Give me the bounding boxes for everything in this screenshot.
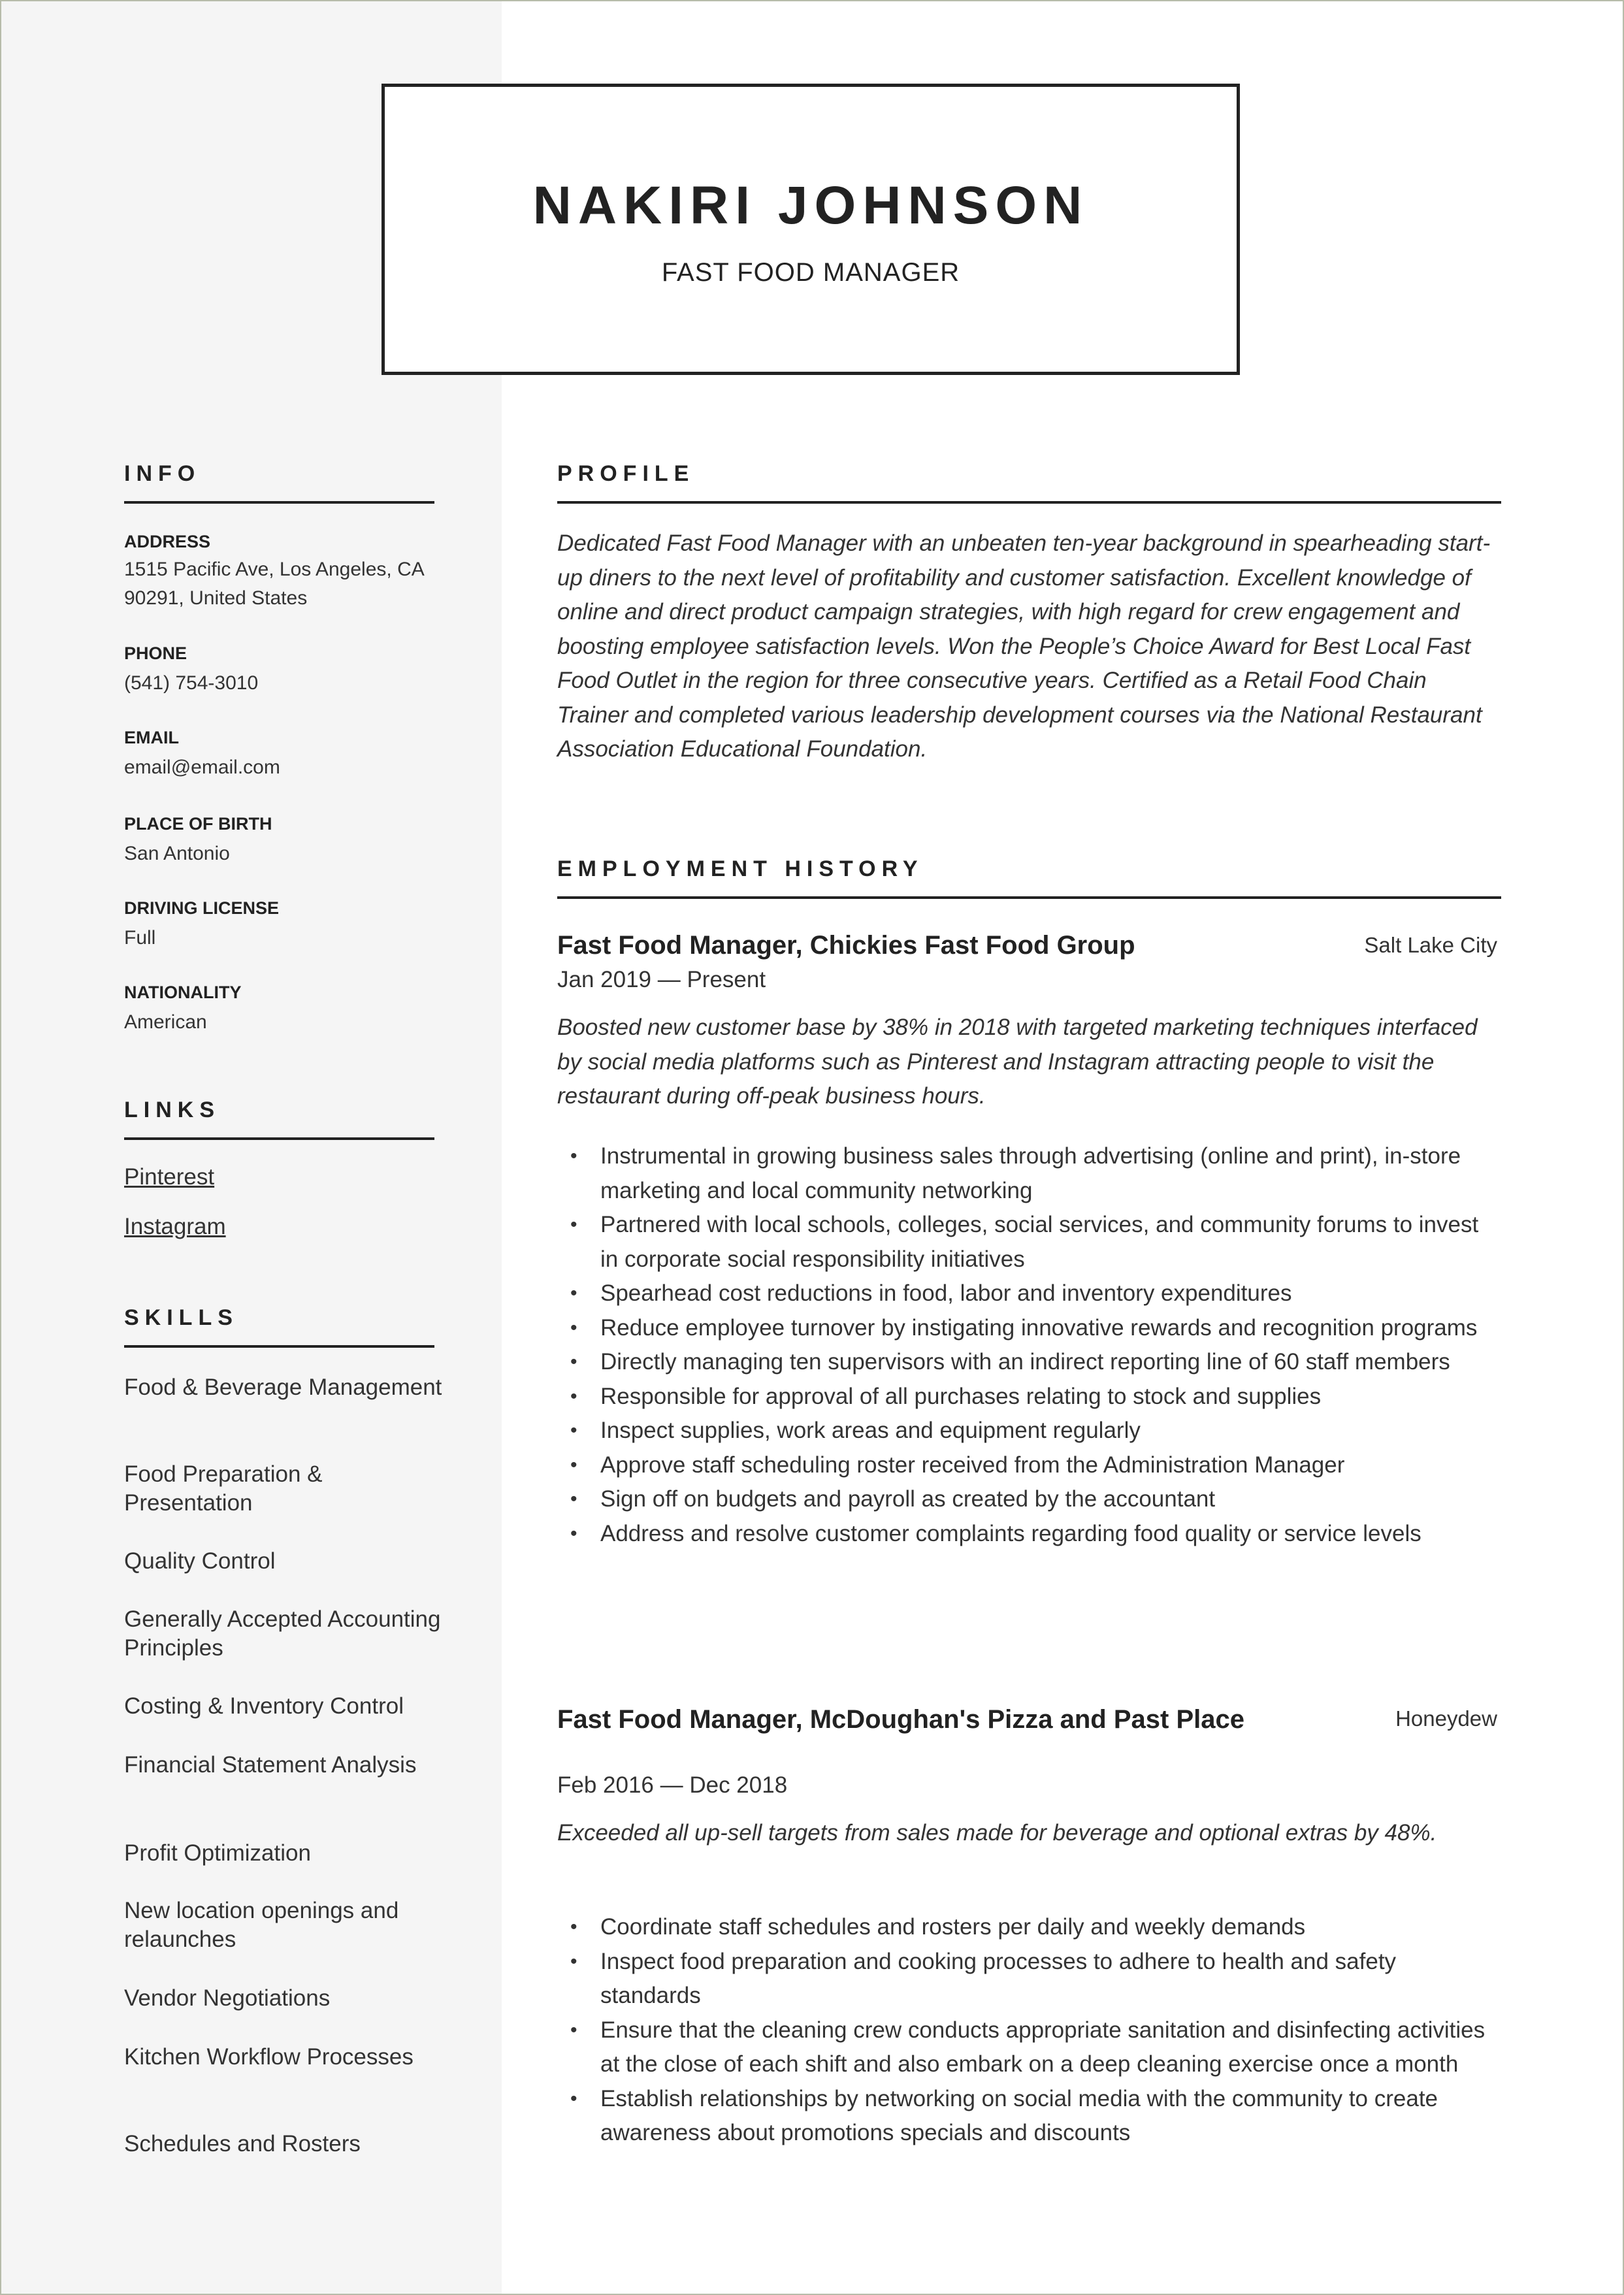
bullet-icon: • — [570, 1351, 577, 1373]
job-1-responsibilities — [557, 1139, 1501, 1551]
bullet-icon: • — [570, 2087, 577, 2109]
profile-heading: PROFILE — [557, 461, 695, 486]
skill-item: Profit Optimization — [124, 1840, 311, 1866]
skills-divider — [124, 1345, 434, 1348]
bullet-icon: • — [570, 1488, 577, 1510]
bullet-icon: • — [570, 1420, 577, 1441]
list-item: • Sign off on budgets and payroll as created by the accountant — [557, 1482, 1501, 1517]
list-item: • Directly managing ten supervisors with an indirect reporting line of 60 staff members — [557, 1345, 1501, 1380]
skill-item: Kitchen Workflow Processes — [124, 2044, 414, 2070]
bullet-icon: • — [570, 1316, 577, 1339]
links-section-header — [124, 1098, 434, 1140]
skills-heading: SKILLS — [124, 1305, 238, 1330]
info-label-phone: PHONE — [124, 643, 187, 663]
list-item: • Ensure that the cleaning crew conducts appropriate sanitation and disinfecting activities at the close of each shift and also embark on a deep cleaning exercise once a month — [557, 2013, 1501, 2082]
info-label-place-of-birth: PLACE OF BIRTH — [124, 814, 272, 834]
job-location-1: Salt Lake City — [1364, 933, 1497, 957]
info-value-driving-license: Full — [124, 927, 156, 949]
skill-item: Schedules and Rosters — [124, 2131, 361, 2157]
skills-section-header — [124, 1305, 434, 1348]
bullet-icon: • — [570, 1522, 577, 1544]
bullet-icon: • — [570, 1145, 577, 1167]
info-divider — [124, 501, 434, 504]
list-item: • Inspect supplies, work areas and equipment regularly — [557, 1414, 1501, 1448]
header-box — [382, 84, 1240, 375]
skill-item: Costing & Inventory Control — [124, 1693, 404, 1719]
list-item: • Inspect food preparation and cooking processes to adhere to health and safety standards — [557, 1945, 1501, 2013]
job-title-2: Fast Food Manager, McDoughan's Pizza and Past Place — [557, 1705, 1244, 1734]
info-section-header — [124, 461, 434, 504]
info-value-email: email@email.com — [124, 757, 280, 778]
info-label-email: EMAIL — [124, 728, 179, 747]
bullet-icon: • — [570, 2019, 577, 2041]
bullet-icon: • — [570, 1282, 577, 1304]
links-heading: LINKS — [124, 1098, 220, 1122]
profile-section-header — [557, 461, 1501, 504]
candidate-name: NAKIRI JOHNSON — [532, 176, 1089, 235]
list-item: • Responsible for approval of all purchases relating to stock and supplies — [557, 1380, 1501, 1414]
job-2-responsibilities — [557, 1910, 1501, 2151]
bullet-icon: • — [570, 1950, 577, 1972]
info-value-phone: (541) 754-3010 — [124, 672, 259, 694]
info-label-driving-license: DRIVING LICENSE — [124, 898, 280, 918]
info-value-place-of-birth: San Antonio — [124, 843, 230, 864]
link-instagram[interactable]: Instagram — [124, 1214, 226, 1239]
employment-heading: EMPLOYMENT HISTORY — [557, 856, 924, 881]
list-item: • Approve staff scheduling roster received from the Administration Manager — [557, 1448, 1501, 1483]
info-value-nationality: American — [124, 1011, 207, 1033]
list-item: • Instrumental in growing business sales through advertising (online and print), in-store marketing and local community networking — [557, 1139, 1501, 1208]
list-item: • Spearhead cost reductions in food, labor and inventory expenditures — [557, 1277, 1501, 1311]
skill-item: Quality Control — [124, 1548, 276, 1574]
bullet-icon: • — [570, 1916, 577, 1938]
links-divider — [124, 1137, 434, 1140]
bullet-icon: • — [570, 1385, 577, 1407]
skill-item: Vendor Negotiations — [124, 1985, 331, 2011]
skill-item: Generally Accepted Accounting Principles — [124, 1606, 441, 1661]
list-item: • Reduce employee turnover by instigating innovative rewards and recognition programs — [557, 1311, 1501, 1346]
job-dates-2: Feb 2016 — Dec 2018 — [557, 1772, 788, 1798]
job-summary-2: Exceeded all up-sell targets from sales made for beverage and optional extras by 48%. — [557, 1820, 1437, 1846]
info-label-address: ADDRESS — [124, 532, 211, 551]
list-item: • Coordinate staff schedules and rosters per daily and weekly demands — [557, 1910, 1501, 1945]
profile-divider — [557, 501, 1501, 504]
info-heading: INFO — [124, 461, 201, 486]
skill-item: New location openings and relaunches — [124, 1898, 399, 1952]
list-item: • Establish relationships by networking on social media with the community to create awareness about promotions specials and discounts — [557, 2082, 1501, 2151]
list-item: • Address and resolve customer complaints regarding food quality or service levels — [557, 1517, 1501, 1552]
info-value-address: 1515 Pacific Ave, Los Angeles, CA 90291, United States — [124, 559, 424, 609]
profile-summary: Dedicated Fast Food Manager with an unbeaten ten-year background in spearheading start-up diners to the next level of profitability and customer satisfaction. Excellent knowledge of online and direct product campaign strategies, with high regard for crew engagement and boosting employee satisfaction levels. Won the People’s Choice Award for Best Local Fast Food Outlet in the region for three consecutive years. Certified as a Retail Food Chain Trainer and completed various leadership development courses via the National Restaurant Association Educational Foundation. — [557, 530, 1491, 762]
list-item: • Partnered with local schools, colleges, social services, and community forums to invest in corporate social responsibility initiatives — [557, 1208, 1501, 1277]
skill-item: Food & Beverage Management — [124, 1375, 442, 1400]
bullet-icon: • — [570, 1214, 577, 1235]
employment-divider — [557, 896, 1501, 899]
employment-section-header — [557, 856, 1501, 899]
link-pinterest[interactable]: Pinterest — [124, 1164, 215, 1190]
candidate-title: FAST FOOD MANAGER — [661, 258, 960, 287]
skill-item: Financial Statement Analysis — [124, 1752, 417, 1778]
job-dates-1: Jan 2019 — Present — [557, 967, 766, 992]
job-location-2: Honeydew — [1395, 1706, 1497, 1731]
skill-item: Food Preparation & Presentation — [124, 1461, 323, 1516]
info-label-nationality: NATIONALITY — [124, 983, 242, 1002]
job-summary-1: Boosted new customer base by 38% in 2018 with targeted marketing techniques interfaced by social media platforms such as Pinterest and Instagram attracting people to visit the restaurant during off-peak business hours. — [557, 1015, 1478, 1109]
job-title-1: Fast Food Manager, Chickies Fast Food Group — [557, 931, 1135, 960]
bullet-icon: • — [570, 1454, 577, 1476]
